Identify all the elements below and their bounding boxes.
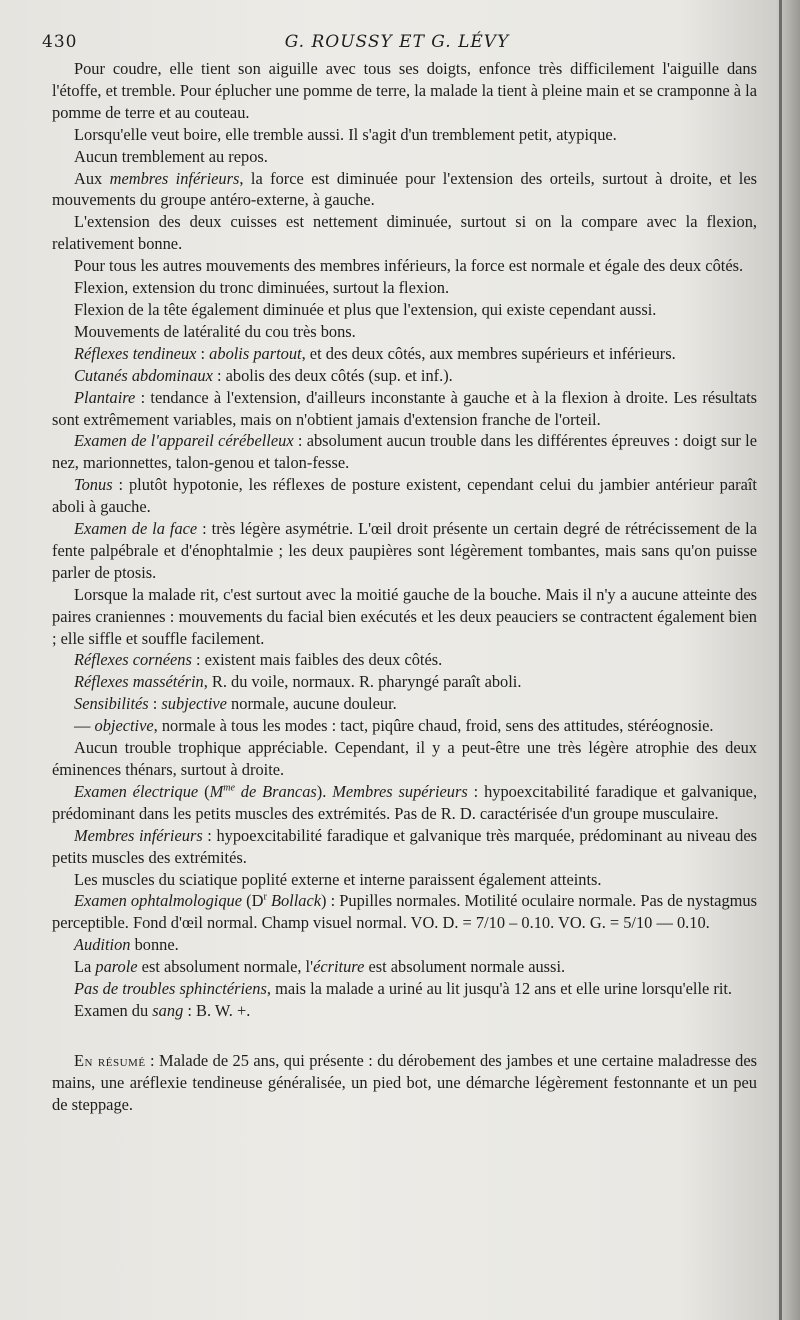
text-run: L'extension des deux cuisses est nettement diminuée, surtout si on la compare avec la flexion, relativement bonne. (52, 212, 757, 254)
text-run: Examen du (74, 1000, 153, 1020)
text-run: , R. du voile, normaux. R. pharyngé paraît aboli. (203, 672, 522, 692)
paragraph (52, 781, 757, 825)
paragraph (52, 1000, 757, 1022)
text-run: Réflexes cornéens (74, 650, 192, 670)
text-run: : (148, 694, 162, 714)
paragraph (52, 343, 757, 365)
text-run: Mouvements de latéralité du cou très bons. (74, 321, 356, 341)
text-run: bonne. (130, 935, 179, 955)
text-run: , et des deux côtés, aux membres supérieurs et inférieurs. (301, 343, 676, 363)
text-run: normale, aucune douleur. (226, 694, 397, 714)
paragraph (52, 649, 757, 671)
text-run: abolis partout (209, 343, 302, 363)
paragraph (52, 277, 757, 299)
paragraph (52, 518, 757, 584)
text-run: est absolument normale aussi. (364, 957, 566, 977)
text-run: Tonus (74, 475, 113, 495)
paragraph (52, 869, 757, 891)
text-run: ) : Pupilles normales. Motilité oculaire normale. Pas de nystagmus perceptible. Fond d'œil normal. Champ visuel normal. VO. D. = 7/10 – 0.10. VO. G. = 5/10 — 0.10. (52, 891, 757, 933)
text-run: ). (316, 781, 333, 801)
text-run: : hypoexcitabilité faradique et galvanique, prédominant dans les petits muscles des extrémités. Pas de R. D. caractérisée d'un groupe musculaire. (52, 781, 758, 823)
text-run: Examen de l'appareil cérébelleux (74, 431, 294, 451)
running-title: G. ROUSSY ET G. LÉVY (284, 32, 510, 52)
text-run: , la force est diminuée pour l'extension des orteils, surtout à droite, et les mouvements du groupe antéro-externe, à gauche. (52, 168, 758, 210)
paragraph (52, 737, 757, 781)
text-run: Aucun trouble trophique appréciable. Cependant, il y a peut-être une très légère atrophie des deux éminences thénars, surtout à droite. (52, 738, 757, 779)
text-run: Pas de troubles sphinctériens (74, 979, 267, 999)
paragraph (52, 474, 757, 518)
text-run: : existent mais faibles des deux côtés. (191, 650, 443, 670)
paragraph (52, 255, 757, 277)
paragraph (52, 365, 757, 387)
text-run: (D (242, 891, 264, 911)
text-run: Examen de la face (74, 519, 198, 539)
page-header (42, 32, 752, 56)
text-run: Lorsque la malade rit, c'est surtout avec la moitié gauche de la bouche. Mais il n'y a aucune atteinte des paires craniennes : mouvements du facial bien exécutés et les deux peauciers se contractent également bien ; elle siffle et souffle facilement. (52, 584, 757, 648)
text-run: : (196, 343, 210, 363)
text-run: Réflexes tendineux (74, 343, 197, 363)
text-run: r (263, 891, 267, 903)
page-number: 430 (42, 32, 78, 52)
paragraph (52, 430, 757, 474)
paragraph (52, 890, 757, 934)
paragraph (52, 671, 757, 693)
text-run: Membres inférieurs (74, 825, 203, 845)
text-run: : absolument aucun trouble dans les différentes épreuves : doigt sur le nez, marionnettes, talon-genou et talon-fesse. (52, 431, 757, 473)
text-run: : tendance à l'extension, d'ailleurs inconstante à gauche et à la flexion à droite. Les résultats sont extrêmement variables, mais on n'obtient jamais d'extension franche de l'orteil. (52, 387, 757, 429)
paragraph (52, 715, 757, 737)
text-run: de Brancas (234, 781, 317, 801)
page-edge-shadow (779, 0, 782, 1320)
text-run: — (74, 716, 95, 736)
paragraph (52, 693, 757, 715)
text-run: Sensibilités (74, 694, 149, 714)
text-run: membres inférieurs (109, 168, 240, 188)
text-run: La (74, 957, 96, 977)
paragraph (52, 387, 757, 431)
text-run: ( (198, 781, 210, 801)
text-run: Plantaire (74, 387, 136, 407)
text-run: Audition (74, 935, 131, 955)
text-run: Flexion, extension du tronc diminuées, surtout la flexion. (74, 278, 450, 298)
text-run: subjective (161, 694, 227, 714)
text-run: Pour coudre, elle tient son aiguille avec tous ses doigts, enfonce très difficilement l'aiguille dans l'étoffe, et tremble. Pour éplucher une pomme de terre, la malade la tient à pleine main et se cramponne à la pomme de terre et au couteau. (52, 59, 757, 122)
text-run: Aux (74, 168, 110, 188)
summary-lead: En résumé (74, 1050, 146, 1070)
paragraph (52, 58, 757, 124)
body-text (52, 58, 757, 1116)
text-run: Bollack (270, 891, 321, 911)
text-run: est absolument normale, l' (137, 957, 314, 977)
paragraph (52, 584, 757, 650)
text-run: : B. W. +. (183, 1000, 251, 1020)
paragraph (52, 321, 757, 343)
text-run: objective (94, 716, 154, 736)
text-run: , mais la malade a uriné au lit jusqu'à 12 ans et elle urine lorsqu'elle rit. (266, 979, 733, 999)
summary-paragraph (52, 1050, 757, 1116)
text-run: me (223, 782, 235, 794)
text-run: Membres supérieurs (332, 781, 468, 801)
text-run: Aucun tremblement au repos. (74, 146, 268, 166)
text-run: Examen ophtalmologique (74, 891, 243, 911)
text-run: M (209, 781, 224, 801)
paragraph (52, 211, 757, 255)
text-run: écriture (313, 957, 365, 977)
paragraph (52, 825, 757, 869)
text-run: Les muscles du sciatique poplité externe et interne paraissent également atteints. (74, 869, 602, 889)
text-run: sang (152, 1000, 184, 1020)
text-run: Examen électrique (74, 781, 199, 801)
paragraph (52, 978, 757, 1000)
text-run: : hypoexcitabilité faradique et galvanique très marquée, prédominant au niveau des petits muscles des extrémités. (52, 825, 757, 867)
text-run: : plutôt hypotonie, les réflexes de posture existent, cependant celui du jambier antérieur paraît aboli à gauche. (52, 475, 757, 517)
text-run: Cutanés abdominaux (74, 365, 213, 385)
text-run: : abolis des deux côtés (sup. et inf.). (212, 365, 453, 385)
text-run: Réflexes massétérin (74, 672, 204, 692)
text-run: parole (95, 957, 138, 977)
paragraph (52, 146, 757, 168)
text-run: Flexion de la tête également diminuée et plus que l'extension, qui existe cependant aussi. (74, 299, 657, 319)
paragraph (52, 934, 757, 956)
text-run: , normale à tous les modes : tact, piqûre chaud, froid, sens des attitudes, stéréognosie. (153, 716, 714, 736)
paragraph (52, 124, 757, 146)
text-run: Lorsqu'elle veut boire, elle tremble aussi. Il s'agit d'un tremblement petit, atypique. (74, 124, 617, 144)
text-run: : très légère asymétrie. L'œil droit présente un certain degré de rétrécissement de la fente palpébrale et d'énophtalmie ; les deux paupières sont légèrement tombantes, mais sans qu'on puisse parler de ptosis. (52, 519, 758, 582)
summary-text: : Malade de 25 ans, qui présente : du dérobement des jambes et une certaine maladresse des mains, une aréflexie tendineuse généralisée, un pied bot, une démarche légèrement festonnante et un peu de steppage. (52, 1050, 758, 1114)
paragraph (52, 956, 757, 978)
text-run: Pour tous les autres mouvements des membres inférieurs, la force est normale et égale des deux côtés. (74, 256, 744, 276)
paragraph (52, 299, 757, 321)
paragraph (52, 168, 757, 212)
